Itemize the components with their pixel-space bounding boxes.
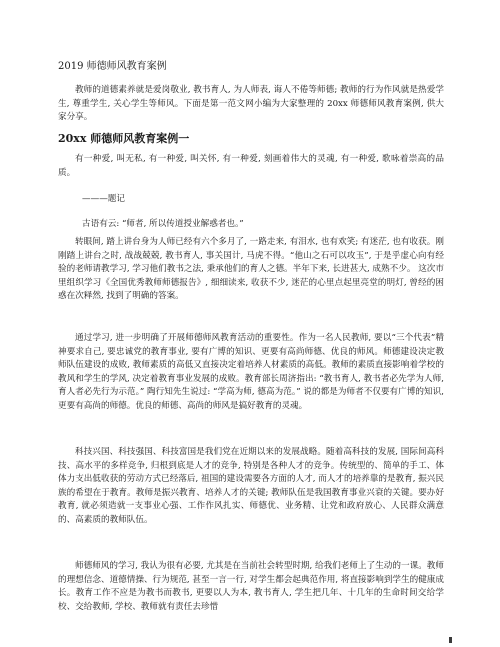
body-paragraph: 科技兴国、科技强国、科技富国是我们党在近期以来的发展战略。随着高科技的发展, 国际间高科技、高水平的多样竞争, 归根到底是人才的竞争, 特别是各种人才的竞争。传统型的、简单的手工、体体力支出低收获的劳动方式已经落后, 祖国的建设需要各方面的人才, 而人才的培养靠的是教育, 振兴民族的希望在于教育。教师是振兴教育、培养人才的关键; 教师队伍是我国教育事业兴衰的关键。要办好教育, 就必须造就一支事业心强、工作作风扎实、师德优、业务精、让党和政府放心、人民群众满意的、高素质的教师队伍。 bbox=[58, 447, 444, 525]
epigraph-attribution: ———题记 bbox=[82, 194, 125, 204]
page-corner-mark bbox=[449, 637, 452, 643]
body-paragraph: 转眼间, 踏上讲台身为人师已经有六个多月了, 一路走来, 有泪水, 也有欢笑; 有迷茫, 也有收获。刚刚踏上讲台之时, 战战兢兢, 教书育人, 事关国计, 马虎不得。“他山之石可以攻玉”, 于是乎虚心向有经验的老师请教学习, 学习他们教书之法, 秉承他们的育人之德。半年下来, 长进甚大, 成熟不少。 这次市里组织学习《全国优秀教师师德报告》, 细细读来, 收获不少, 迷茫的心里点起里亮堂的明灯, 曾经的困惑在次释然, 找到了明确的答案。 bbox=[58, 237, 444, 302]
section-heading: 20xx 师德师风教育案例一 bbox=[58, 132, 190, 145]
document-title: 2019 师德师风教育案例 bbox=[58, 61, 167, 72]
quote-paragraph: 古语有云: “师者, 所以传道授业解惑者也。” bbox=[82, 219, 244, 229]
intro-paragraph: 教师的道德素养就是爱岗敬业, 教书育人, 为人师表, 诲人不倦等师德; 教师的行为作风就是热爱学生, 尊重学生, 关心学生等师风。下面是第一范文网小编为大家整理的 20xx 师德师风教育案例, 供大家分享。 bbox=[58, 85, 444, 123]
epigraph-paragraph: 有一种爱, 叫无私, 有一种爱, 叫关怀, 有一种爱, 刻画着伟大的灵魂, 有一种爱, 歌咏着崇高的品质。 bbox=[58, 154, 444, 178]
body-paragraph: 通过学习, 进一步明确了开展师德师风教育活动的重要性。作为一名人民教师, 要以“三个代表”精神要求自己, 要忠诚党的教育事业, 要有广博的知识、更要有高尚师德、优良的师风。师德建设决定教师队伍建设的成败, 教师素质的高低又直接决定着培养人材素质的高低。教师的素质直接影响着学校的教风和学生的学风, 决定着教育事业发展的成败。教育部长周济指出: “教书育人, 教书者必先学为人师, 育人者必先行为示范。” 陶行知先生说过: “学高为师, 德高为范。” 说的都是为师者不仅要有广博的知识, 更要有高尚的师德。优良的师德、高尚的师风是搞好教育的灵魂。 bbox=[58, 333, 444, 411]
body-paragraph: 师德师风的学习, 我认为很有必要, 尤其是在当前社会转型时期, 给我们老师上了生动的一课。教师的理想信念、道德情操、行为规范, 甚至一言一行, 对学生都会起典范作用, 将直接影响到学生的健康成长。教育工作不应是为教书而教书, 更要以人为本, 教书育人, 学生把几年、十几年的生命时间交给学校、交给教师, 学校、教师就有责任去珍惜 bbox=[58, 561, 444, 612]
